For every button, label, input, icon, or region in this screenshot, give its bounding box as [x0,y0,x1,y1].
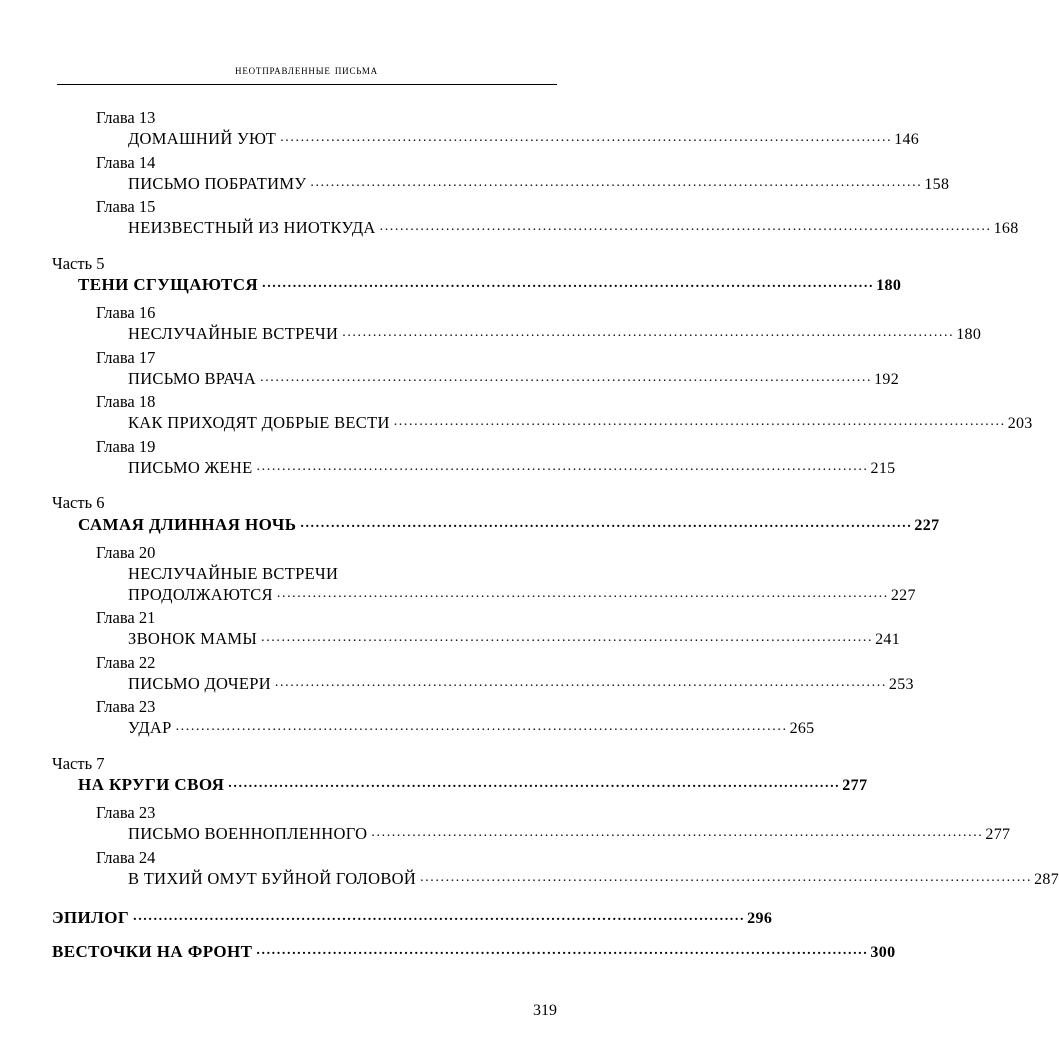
chapter-title-row[interactable] [128,128,920,150]
chapter-title: ПИСЬМО ДОЧЕРИ [128,673,271,693]
page-number: 241 [875,631,901,649]
chapter-number: Глава 16 [96,302,156,322]
chapter-title: УДАР [128,718,172,738]
dot-leader [371,824,983,842]
dot-leader [257,458,869,476]
page-number: 180 [956,326,982,344]
chapter-title: В ТИХИЙ ОМУТ БУЙНОЙ ГОЛОВОЙ [128,868,417,888]
chapter-number: Глава 24 [96,847,156,867]
part-number: Часть 7 [52,753,105,773]
appendix-title: ВЕСТОЧКИ НА ФРОНТ [52,941,253,961]
toc-part-entry[interactable] [52,753,868,797]
chapter-title-row[interactable] [128,717,815,739]
dot-leader [280,129,892,147]
chapter-title-row[interactable] [128,628,901,650]
toc-chapter-entry[interactable] [52,107,920,151]
chapter-title-row[interactable] [128,673,914,695]
page-number: 296 [747,910,773,928]
toc-part-entry[interactable] [52,253,902,297]
epilogue-title: ЭПИЛОГ [52,908,130,928]
chapter-title: ПИСЬМО ПОБРАТИМУ [128,173,307,193]
toc-chapter-entry[interactable] [52,802,1011,846]
dot-leader [394,413,1006,431]
table-of-contents [52,107,1059,965]
chapter-number: Глава 23 [96,697,156,717]
chapter-title-row[interactable] [128,173,950,195]
page-number: 265 [789,720,815,738]
chapter-number: Глава 20 [96,542,156,562]
part-title: НА КРУГИ СВОЯ [78,775,225,795]
chapter-title: ПИСЬМО ВРАЧА [128,368,257,388]
chapter-title: НЕСЛУЧАЙНЫЕ ВСТРЕЧИ [128,563,339,583]
toc-chapter-entry[interactable] [52,436,896,480]
chapter-number: Глава 13 [96,108,156,127]
part-title-row[interactable] [78,514,940,537]
chapter-title-continuation: ПРОДОЛЖАЮТСЯ [128,584,273,604]
page-number: 227 [890,586,916,604]
chapter-number: Глава 14 [96,152,156,172]
part-title: САМАЯ ДЛИННАЯ НОЧЬ [78,514,297,534]
part-number: Часть 5 [52,253,105,273]
part-number: Часть 6 [52,493,105,513]
dot-leader [300,515,912,533]
toc-chapter-entry[interactable] [52,847,1059,891]
toc-tail-entries [52,906,896,964]
toc-chapter-entry[interactable] [52,302,982,346]
page-number: 277 [985,826,1011,844]
toc-appendix-row[interactable] [52,940,896,965]
part-title-row[interactable] [78,774,868,797]
toc-chapter-entry[interactable] [52,652,914,696]
dot-leader [342,324,954,342]
chapter-title: ЗВОНОК МАМЫ [128,629,258,649]
toc-chapter-entry[interactable] [52,152,950,196]
chapter-number: Глава 15 [96,197,156,217]
dot-leader [310,174,922,192]
chapter-title: НЕИЗВЕСТНЫЙ ИЗ НИОТКУДА [128,218,376,238]
page-number: 168 [993,220,1019,238]
toc-chapter-entry[interactable] [52,196,1019,240]
page-number: 253 [888,675,914,693]
chapter-title-row[interactable] [128,323,982,345]
folio-page-number: 319 [533,1002,557,1019]
dot-leader [277,585,889,603]
chapter-number: Глава 18 [96,392,156,412]
chapter-title-row[interactable] [128,868,1059,890]
dot-leader [256,941,868,961]
chapter-title: НЕСЛУЧАЙНЫЕ ВСТРЕЧИ [128,324,339,344]
toc-chapter-entry[interactable] [52,542,916,607]
dot-leader [133,907,745,927]
dot-leader [262,275,874,293]
toc-part-entry[interactable] [52,492,940,536]
dot-leader [261,629,873,647]
toc-chapter-entry[interactable] [52,696,815,740]
chapter-title-row[interactable] [128,412,1033,434]
chapter-title: ДОМАШНИЙ УЮТ [128,129,277,149]
page-number: 300 [870,943,896,961]
header-rule [57,84,557,85]
toc-chapter-entry[interactable] [52,391,1033,435]
dot-leader [380,218,992,236]
chapter-number: Глава 17 [96,347,156,367]
page-number: 203 [1007,415,1033,433]
page-number: 215 [870,459,896,477]
chapter-number: Глава 22 [96,652,156,672]
dot-leader [260,369,872,387]
page-number: 287 [1034,870,1059,888]
dot-leader [176,718,788,736]
page-number: 146 [894,131,920,149]
page-number: 180 [876,277,902,295]
page-number: 158 [924,175,950,193]
part-title: ТЕНИ СГУЩАЮТСЯ [78,275,259,295]
chapter-title-row[interactable] [128,217,1019,239]
chapter-number: Глава 23 [96,803,156,823]
page-number: 192 [874,370,899,388]
toc-chapter-entry[interactable] [52,607,901,651]
chapter-title-row[interactable] [128,457,896,479]
chapter-title-row[interactable] [128,368,899,390]
toc-page [0,62,1059,1062]
chapter-title: ПИСЬМО ВОЕННОПЛЕННОГО [128,824,368,844]
toc-epilogue-row[interactable] [52,906,773,931]
chapter-title: КАК ПРИХОДЯТ ДОБРЫЕ ВЕСТИ [128,413,390,433]
chapter-title-continuation-row[interactable] [128,584,916,606]
toc-chapter-entry[interactable] [52,347,899,391]
chapter-number: Глава 21 [96,608,156,628]
page-number: 227 [914,516,940,534]
chapter-number: Глава 19 [96,436,156,456]
dot-leader [228,775,840,793]
part-title-row[interactable] [78,274,902,297]
page-number: 277 [842,777,868,795]
dot-leader [420,869,1032,887]
chapter-title-row[interactable] [128,823,1011,845]
dot-leader [275,674,887,692]
running-head: неотправленные письма [235,62,378,77]
chapter-title: ПИСЬМО ЖЕНЕ [128,457,253,477]
